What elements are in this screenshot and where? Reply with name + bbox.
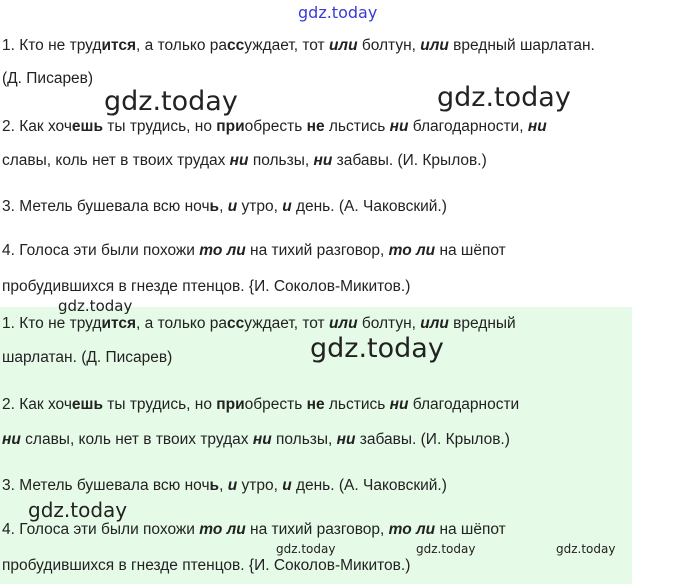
watermark-large-left: gdz.today xyxy=(104,86,238,117)
top-sentence-1-line-2: (Д. Писарев) xyxy=(2,70,94,87)
top-sentence-3: 3. Метель бушевала всю ночь, и утро, и день. (А. Чаковский.) xyxy=(2,198,447,215)
top-sentence-4-line-2: пробудившихся в гнезде птенцов. {И. Соколов-Микитов.) xyxy=(2,278,411,295)
watermark-tiny-3: gdz.today xyxy=(556,542,616,556)
top-sentence-2-line-1: 2. Как хочешь ты трудись, но приобресть не льстись ни благодарности, ни xyxy=(2,118,547,135)
bottom-sentence-4-line-2: пробудившихся в гнезде птенцов. {И. Соколов-Микитов.) xyxy=(2,557,411,574)
watermark-top-center: gdz.today xyxy=(298,3,378,22)
watermark-large-right: gdz.today xyxy=(437,82,571,113)
top-sentence-4-line-1: 4. Голоса эти были похожи то ли на тихий разговор, то ли на шёпот xyxy=(2,242,506,259)
bottom-sentence-4-line-1: 4. Голоса эти были похожи то ли на тихий разговор, то ли на шёпот xyxy=(2,521,506,538)
bottom-sentence-2-line-2: ни славы, коль нет в твоих трудах ни пользы, ни забавы. (И. Крылов.) xyxy=(2,431,510,448)
watermark-large-panel: gdz.today xyxy=(310,333,444,364)
watermark-small-mid: gdz.today xyxy=(58,297,133,315)
watermark-medium-bottom-left: gdz.today xyxy=(28,498,128,522)
bottom-sentence-3: 3. Метель бушевала всю ночь, и утро, и день. (А. Чаковский.) xyxy=(2,477,447,494)
top-sentence-1-line-1: 1. Кто не трудится, а только рассуждает, тот или болтун, или вредный шарлатан. xyxy=(2,37,595,54)
bottom-sentence-2-line-1: 2. Как хочешь ты трудись, но приобресть не льстись ни благодарности xyxy=(2,396,520,413)
bottom-sentence-1-line-1: 1. Кто не трудится, а только рассуждает, тот или болтун, или вредный xyxy=(2,315,516,332)
bottom-sentence-1-line-2: шарлатан. (Д. Писарев) xyxy=(2,349,173,366)
watermark-tiny-2: gdz.today xyxy=(416,542,476,556)
top-sentence-2-line-2: славы, коль нет в твоих трудах ни пользы, ни забавы. (И. Крылов.) xyxy=(2,152,487,169)
watermark-tiny-1: gdz.today xyxy=(276,542,336,556)
